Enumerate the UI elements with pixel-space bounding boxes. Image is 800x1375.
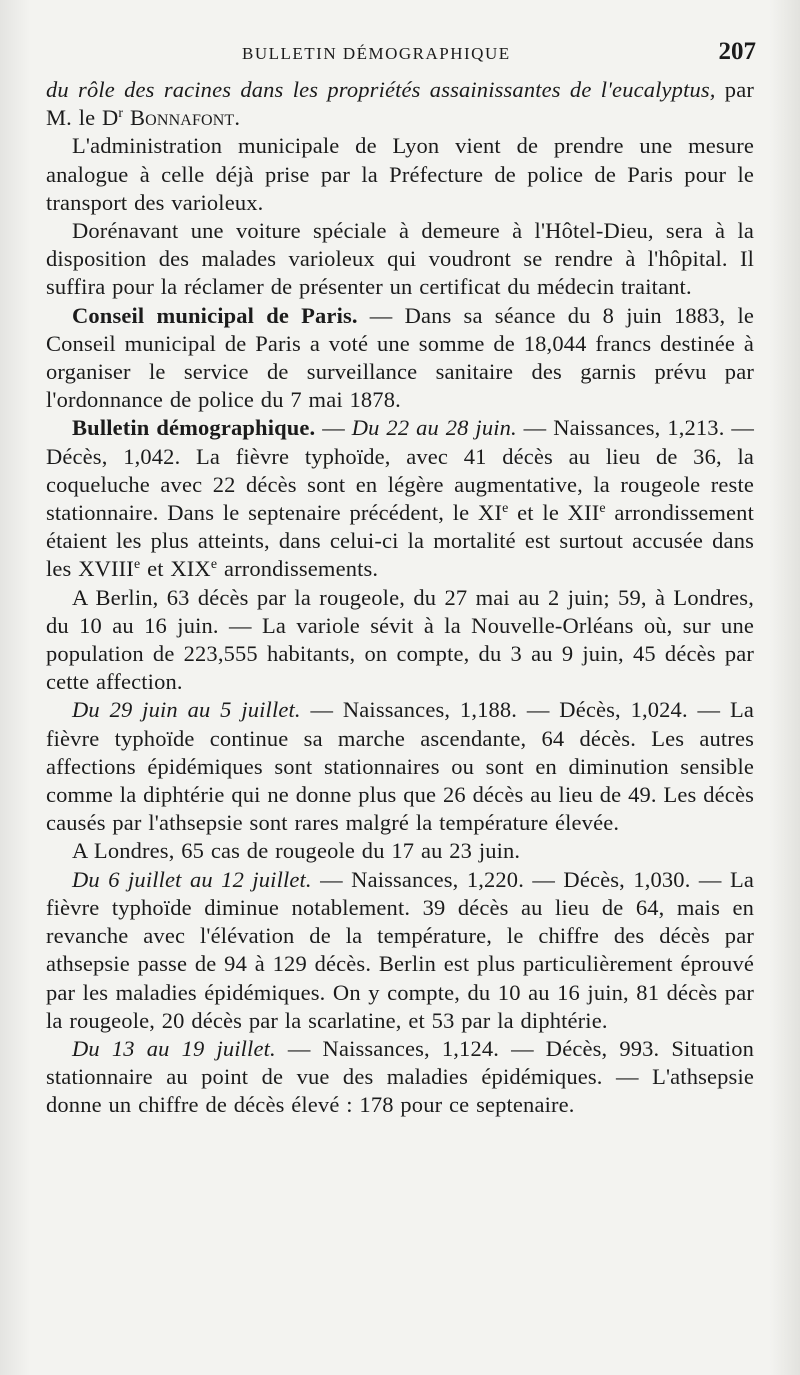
section-heading: Conseil municipal de Paris. — [72, 302, 358, 328]
text: arrondissements. — [217, 556, 379, 582]
running-header — [46, 36, 754, 76]
text: et XIX — [140, 556, 211, 582]
text: et le XII — [508, 500, 600, 526]
paragraph-week-6-juillet — [46, 866, 754, 1035]
text: par M. le D — [46, 77, 754, 131]
paragraph-berlin: A Berlin, 63 décès par la rougeole, du 27 mai au 2 juin; 59, à Londres, du 10 au 16 juin. — La variole sévit à la Nouvelle-Orléans où, sur une population de 223,555 habitants, on compte, du 3 au 9 juin, 45 décès par cette affection. — [46, 584, 754, 695]
paragraph-lyon: L'administration municipale de Lyon vient de prendre une mesure analogue à celle déjà prise par la Préfecture de police de Paris pour le transport des varioleux. — [46, 133, 754, 215]
paragraph-londres: A Londres, 65 cas de rougeole du 17 au 23 juin. — [72, 838, 521, 864]
text: — Naissances, 1,188. — Décès, 1,024. — La fièvre typhoïde continue sa marche ascendante, 64 décès. Les autres affections épidémiques sont stationnaires ou sont en diminution sensible comme la diphtérie qui ne donne plus que 26 décès au lieu de 49. Les décès causés par l'athsepsie sont rares malgré la température élevée. — [46, 697, 754, 836]
text: . — [234, 105, 241, 131]
text: — Naissances, 1,213. — Décès, 1,042. La fièvre typhoïde, avec 41 décès au lieu de 36, la coqueluche avec 22 décès sont en légère augmentative, la rougeole reste stationnaire. Dans le septenaire précédent, le XI — [46, 415, 754, 526]
superscript: e — [502, 501, 509, 517]
paragraph-continuation — [46, 76, 754, 132]
date-range: Du 6 juillet au 12 juillet. — [72, 866, 312, 892]
italic-title: du rôle des racines dans les propriétés assainissantes de l'eucalyptus, — [46, 77, 716, 102]
paragraph-week-13-juillet — [46, 1035, 754, 1120]
superscript: e — [133, 557, 141, 573]
date-range: Du 22 au 28 juin. — [351, 415, 517, 441]
author-name: Bonnafont — [130, 105, 235, 131]
text: arrondissement étaient les plus atteints, dans celui-ci la mortalité est surtout accusée dans les XVIII — [46, 500, 754, 582]
date-range: Du 29 juin au 5 juillet. — [72, 697, 301, 723]
body-text — [46, 76, 754, 1120]
text: — Naissances, 1,220. — Décès, 1,030. — La fièvre typhoïde diminue notablement. 39 décès au lieu de 64, mais en revanche avec l'élévation de la température, le chiffre des décès par athsepsie passe de 94 à 129 décès. Berlin est plus particulièrement éprouvé par les maladies épidémiques. On y compte, du 10 au 16 juin, 81 décès par la rougeole, 20 décès par la scarlatine, et 53 par la diphtérie. — [46, 866, 754, 1033]
text: — Naissances, 1,124. — Décès, 993. Situation stationnaire au point de vue des maladies épidémiques. — L'athsepsie donne un chiffre de décès élevé : 178 pour ce septenaire. — [46, 1035, 754, 1118]
superscript: e — [599, 501, 606, 517]
page-number: 207 — [718, 38, 756, 65]
paragraph-conseil-municipal — [46, 302, 754, 415]
text: — Dans sa séance du 8 juin 1883, le Conseil municipal de Paris a voté une somme de 18,044 francs destinée à organiser le service de surveillance sanitaire des garnis prévu par l'ordonnance de police du 7 mai 1878. — [46, 302, 754, 413]
paragraph-hotel-dieu: Dorénavant une voiture spéciale à demeure à l'Hôtel-Dieu, sera à la disposition des malades varioleux qui voudront se rendre à l'hôpital. Il suffira pour la réclamer de présenter un certificat du médecin traitant. — [46, 218, 754, 300]
paragraph-bulletin — [46, 414, 754, 583]
superscript: r — [118, 106, 124, 122]
section-heading: Bulletin démographique. — [72, 415, 316, 441]
running-title: BULLETIN DÉMOGRAPHIQUE — [242, 44, 511, 63]
superscript: e — [210, 557, 218, 573]
text: — — [315, 415, 352, 441]
paragraph-week-29-juin — [46, 696, 754, 837]
date-range: Du 13 au 19 juillet. — [72, 1035, 276, 1061]
